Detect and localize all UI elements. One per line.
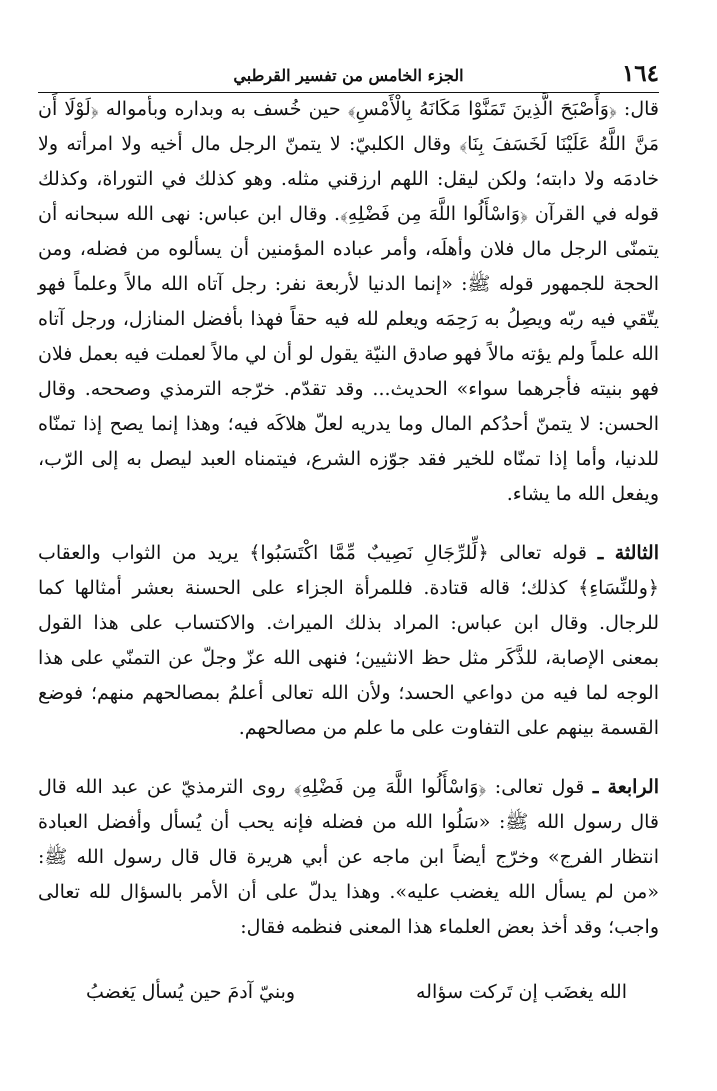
paragraph-fourth-issue xyxy=(38,770,659,945)
paragraph-text: قال: ﴿وَأَصْبَحَ الَّذِينَ تَمَنَّوْا مَكَانَهُ بِالْأَمْسِ﴾ حين خُسف به وبداره وبأمواله ﴿لَوْلَا أَن مَنَّ اللَّهُ عَلَيْنَا لَخَسَفَ بِنَا﴾ وقال الكلبيّ: لا يتمنّ الرجل مال أخيه ولا امرأته ولا خادمَه ولا دابته؛ ولكن ليقل: اللهم ارزقني مثله. وهو كذلك في التوراة، وكذلك قوله في القرآن ﴿وَاسْأَلُوا اللَّهَ مِن فَضْلِهِ﴾. وقال ابن عباس: نهى الله سبحانه أن يتمنّى الرجل مال فلان وأهلَه، وأمر عباده المؤمنين أن يسألوه من فضله، ومن الحجة للجمهور قوله ﷺ: «إنما الدنيا لأربعة نفر: رجل آتاه الله مالاً وعلماً فهو يتّقي فيه ربّه ويصِلُ به رَحِمَه ويعلم لله فيه حقاً فهذا بأفضل المنازل، ورجل آتاه الله علماً ولم يؤته مالاً فهو صادق النيّة يقول لو أن لي مالاً لعملت فيه بعمل فلان فهو بنيته فأجرهما سواء» الحديث... وقد تقدّم. خرّجه الترمذي وصححه. وقال الحسن: لا يتمنّ أحدُكم المال وما يدريه لعلّ هلاكَه فيه؛ وهذا إنما يصح إذا تمنّاه للدنيا، وأما إذا تمنّاه للخير فقد جوّزه الشرع، فيتمناه العبد ليصل به إلى الرّب، ويفعل الله ما يشاء. xyxy=(38,98,659,505)
page-header xyxy=(38,58,659,93)
paragraph-text: قول تعالى: ﴿وَاسْأَلُوا اللَّهَ مِن فَضْلِهِ﴾ روى الترمذيّ عن عبد الله قال قال رسول الله ﷺ: «سَلُوا الله من فضله فإنه يحب أن يُسأل وأفضل العبادة انتظار الفرج» وخرّج أيضاً ابن ماجه عن أبي هريرة قال قال رسول الله ﷺ: «من لم يسأل الله يغضب عليه». وهذا يدلّ على أن الأمر بالسؤال لله تعالى واجب؛ وقد أخذ بعض العلماء هذا المعنى فنظمه فقال: xyxy=(38,776,659,938)
paragraph-third-issue xyxy=(38,536,659,746)
page-body xyxy=(38,92,659,1010)
section-heading-third: الثالثة ـ xyxy=(597,542,659,564)
verse-first-hemistich: الله يغضَب إن تَركت سؤاله xyxy=(416,981,627,1003)
page-number: ١٦٤ xyxy=(621,60,659,87)
paragraph-continuation xyxy=(38,92,659,512)
section-heading-fourth: الرابعة ـ xyxy=(592,776,659,798)
poetry-verse xyxy=(38,975,659,1010)
verse-second-hemistich: وبنيّ آدمَ حين يُسأل يَغضبُ xyxy=(86,981,296,1003)
running-title: الجزء الخامس من تفسير القرطبي xyxy=(233,66,464,85)
paragraph-text: قوله تعالى ﴿لِّلرِّجَالِ نَصِيبٌ مِّمَّا اكْتَسَبُوا﴾ يريد من الثواب والعقاب ﴿وللنِّسَاءِ﴾ كذلك؛ قاله قتادة. فللمرأة الجزاء على الحسنة بعشر أمثالها كما للرجال. وقال ابن عباس: المراد بذلك الميراث. والاكتساب على هذا القول بمعنى الإصابة، للذَّكَر مثل حظ الانثيين؛ فنهى الله عزّ وجلّ عن التمنّي على هذا الوجه لما فيه من دواعي الحسد؛ ولأن الله تعالى أعلمُ بمصالحهم منهم؛ فوضع القسمة بينهم على التفاوت على ما علم من مصالحهم. xyxy=(38,542,659,739)
